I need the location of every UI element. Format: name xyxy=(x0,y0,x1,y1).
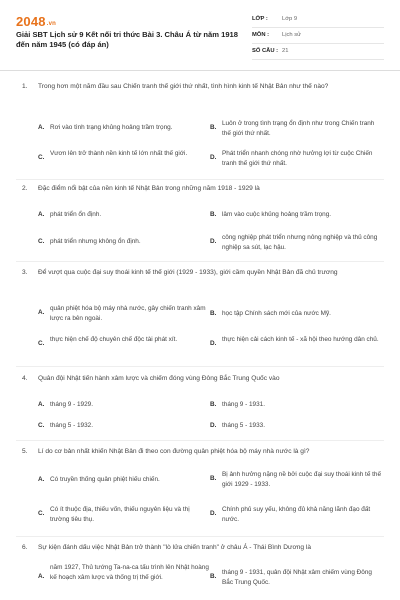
question-text: Trong hơn một năm đầu sau Chiến tranh thế giới thứ nhất, tình hình kinh tế Nhật Bản như thế nào? xyxy=(38,83,329,90)
option-letter: B. xyxy=(210,124,217,131)
option-letter: B. xyxy=(210,475,217,482)
option-text: lâm vào cuộc khủng hoảng trầm trọng. xyxy=(222,211,332,218)
option-letter: A. xyxy=(38,573,45,580)
header-divider xyxy=(0,70,400,71)
option-text: Luôn ở trong tình trạng ổn định như trong Chiến tranh thế giới thứ nhất. xyxy=(222,120,375,137)
question-text: Để vượt qua cuộc đại suy thoái kinh tế thế giới (1929 - 1933), giới cầm quyền Nhật Bản đã chủ trương xyxy=(38,269,338,276)
option-letter: D. xyxy=(210,510,217,517)
option-text: Có ít thuộc địa, thiếu vốn, thiếu nguyên liệu và thị trường tiêu thụ. xyxy=(50,506,190,523)
question-text: Lí do cơ bản nhất khiến Nhật Bản đi theo con đường quân phiệt hóa bộ máy nhà nước là gì? xyxy=(38,448,310,455)
logo-domain: .vn xyxy=(46,21,57,27)
question-divider xyxy=(16,366,384,367)
meta-row-count xyxy=(252,44,384,60)
option-letter: C. xyxy=(38,238,45,245)
question-text: Quân đội Nhật tiến hành xâm lược và chiếm đóng vùng Đông Bắc Trung Quốc vào xyxy=(38,375,280,382)
option-letter: A. xyxy=(38,309,45,316)
question-number: 4. xyxy=(22,375,28,382)
question-number: 3. xyxy=(22,269,28,276)
option-letter: D. xyxy=(210,154,217,161)
option-text: Phát triển nhanh chóng nhờ hưởng lợi từ cuộc Chiến tranh thế giới thứ nhất. xyxy=(222,150,373,167)
option-letter: C. xyxy=(38,422,45,429)
option-text: tháng 5 - 1932. xyxy=(50,422,93,429)
question-text: Đặc điểm nổi bật của nền kinh tế Nhật Bản trong những năm 1918 - 1929 là xyxy=(38,185,260,192)
question-number: 6. xyxy=(22,544,28,551)
question-divider xyxy=(16,536,384,537)
option-letter: B. xyxy=(210,310,217,317)
option-letter: A. xyxy=(38,124,45,131)
option-text: thực hiện cải cách kinh tế - xã hội theo hướng dân chủ. xyxy=(222,336,379,343)
site-logo[interactable] xyxy=(16,14,56,29)
question-divider xyxy=(16,261,384,262)
option-text: tháng 9 - 1929. xyxy=(50,401,93,408)
option-text: Chính phủ suy yếu, không đủ khả năng lãnh đạo đất nước. xyxy=(222,506,371,523)
option-letter: B. xyxy=(210,573,217,580)
option-text: quân phiệt hóa bộ máy nhà nước, gây chiến tranh xâm lược ra bên ngoài. xyxy=(50,305,206,322)
meta-row-class xyxy=(252,12,384,28)
meta-label: LỚP : xyxy=(252,16,268,22)
option-letter: D. xyxy=(210,422,217,429)
option-text: Rơi vào tình trạng khủng hoảng trầm trọng. xyxy=(50,124,173,131)
option-text: phát triển ổn định. xyxy=(50,211,102,218)
option-letter: A. xyxy=(38,401,45,408)
meta-value: Lớp 9 xyxy=(282,16,298,22)
meta-label: MÔN : xyxy=(252,32,270,38)
option-text: năm 1927, Thủ tướng Ta-na-ca tấu trình lên Nhật hoàng kế hoạch xâm lược và thống trị thế giới. xyxy=(50,564,209,581)
option-letter: D. xyxy=(210,238,217,245)
option-text: thực hiện chế độ chuyên chế độc tài phát xít. xyxy=(50,336,178,343)
meta-label: SỐ CÂU : xyxy=(252,48,279,54)
meta-value: Lịch sử xyxy=(282,32,302,38)
option-text: tháng 9 - 1931. xyxy=(222,401,265,408)
option-text: Bị ảnh hưởng nặng nề bởi cuộc đại suy thoái kinh tế thế giới 1929 - 1933. xyxy=(222,471,382,488)
option-letter: C. xyxy=(38,510,45,517)
page-header xyxy=(0,0,400,68)
option-text: phát triển nhưng không ổn định. xyxy=(50,238,141,245)
option-letter: B. xyxy=(210,401,217,408)
question-number: 1. xyxy=(22,83,28,90)
option-letter: A. xyxy=(38,211,45,218)
logo-text: 2048 xyxy=(16,14,46,29)
option-text: tháng 5 - 1933. xyxy=(222,422,265,429)
question-number: 5. xyxy=(22,448,28,455)
question-number: 2. xyxy=(22,185,28,192)
option-letter: A. xyxy=(38,476,45,483)
option-letter: C. xyxy=(38,340,45,347)
question-divider xyxy=(16,440,384,441)
question-text: Sự kiện đánh dấu việc Nhật Bản trở thành "lò lửa chiến tranh" ở châu Á - Thái Bình Dương là xyxy=(38,544,312,551)
option-letter: D. xyxy=(210,340,217,347)
option-text: công nghiệp phát triển nhưng nông nghiệp và thủ công nghiệp sa sút, lạc hậu. xyxy=(222,234,378,251)
option-text: tháng 9 - 1931, quân đội Nhật xâm chiếm vùng Đông Bắc Trung Quốc. xyxy=(222,569,372,586)
option-letter: C. xyxy=(38,154,45,161)
page-title: Giải SBT Lịch sử 9 Kết nối tri thức Bài 3. Châu Á từ năm 1918 đến năm 1945 (có đáp án) xyxy=(16,30,238,49)
document-meta xyxy=(252,12,384,60)
option-text: học tập Chính sách mới của nước Mỹ. xyxy=(222,310,331,317)
option-text: Vươn lên trở thành nền kinh tế lớn nhất thế giới. xyxy=(50,150,188,157)
meta-row-subject xyxy=(252,28,384,44)
option-text: Có truyền thống quân phiệt hiếu chiến. xyxy=(50,476,160,483)
meta-value: 21 xyxy=(282,48,289,54)
question-divider xyxy=(16,179,384,180)
option-letter: B. xyxy=(210,211,217,218)
